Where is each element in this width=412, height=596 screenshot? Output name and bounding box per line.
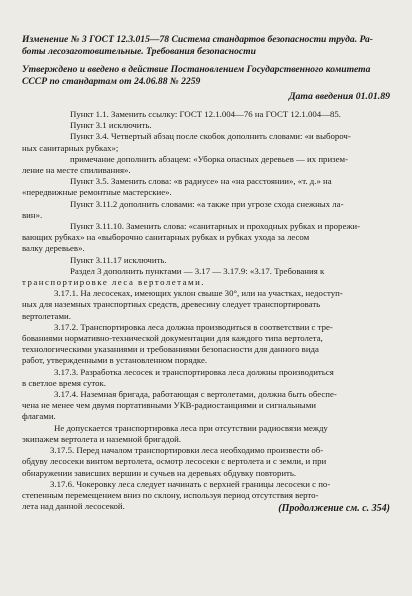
title-line: боты лесозаготовительные. Требования безопасности: [22, 46, 256, 57]
approval-line: Утверждено и введено в действие Постановлением Государственного комитета: [22, 64, 371, 75]
body-line: ных санитарных рубках»;: [22, 142, 119, 153]
body-line: бованиями нормативно-технической документации для каждого типа вертолета,: [22, 333, 323, 344]
body-line: лета над данной лесосекой.: [22, 501, 125, 512]
body-line: в светлое время суток.: [22, 377, 106, 388]
approval-statement: [22, 64, 390, 88]
body-line: 3.17.4. Наземная бригада, работающая с вертолетами, должна быть обеспе-: [54, 389, 337, 400]
body-line: Пункт 1.1. Заменить ссылку: ГОСТ 12.1.004—76 на ГОСТ 12.1.004—85.: [70, 109, 342, 119]
body-line: Пункт 3.1 исключить.: [70, 120, 152, 131]
document-title: [22, 34, 390, 58]
body-line: 3.17.1. На лесосеках, имеющих уклон свыше 30°, или на участках, недоступ-: [54, 288, 343, 299]
body-line: «передвижные ремонтные мастерские».: [22, 187, 172, 198]
body-line: степенным перемещением вниз по склону, используя период отсутствия верто-: [22, 489, 319, 500]
body-line: Пункт 3.11.2 дополнить словами: «а также при угрозе схода снежных ла-: [70, 198, 344, 209]
body-line: Пункт 3.5. Заменить слова: «в радиусе» на «на расстоянии», «т. д.» на: [70, 176, 332, 187]
document-body: [22, 109, 390, 512]
approval-line: СССР по стандартам от 24.06.88 № 2259: [22, 76, 201, 87]
body-line: чена не менее чем двумя портативными УКВ-радиостанциями и сигнальными: [22, 400, 316, 411]
body-line: Пункт 3.11.10. Заменить слова: «санитарных и проходных рубках и прорежи-: [70, 221, 361, 232]
body-line: Пункт 3.11.17 исключить.: [70, 254, 167, 265]
body-line: 3.17.2. Транспортировка леса должна производиться в соответствии с тре-: [54, 321, 333, 332]
body-line: 3.17.3. Разработка лесосек и транспортировка леса должны производиться: [54, 366, 334, 377]
body-line: вающих рубках» на «выборочно санитарных рубках и рубках ухода за лесом: [22, 232, 310, 243]
body-line: вертолетами.: [22, 310, 71, 321]
body-line: обдуву лесосеки винтом вертолета, осмотр лесосеки с вертолета и с земли, и при: [22, 456, 327, 467]
body-line: работ, утвержденными в установленном порядке.: [22, 355, 208, 366]
body-line: Раздел 3 дополнить пунктами — 3.17 — 3.17.9: «3.17. Требования к: [70, 265, 325, 276]
body-line: Пункт 3.4. Четвертый абзац после скобок дополнить словами: «и выбороч-: [70, 131, 351, 142]
body-line: ление на месте спиливания».: [22, 165, 131, 176]
body-line: экипажем вертолета и наземной бригадой.: [22, 433, 182, 444]
title-line: Изменение № 3 ГОСТ 12.3.015—78 Система стандартов безопасности труда. Ра-: [22, 34, 373, 45]
body-line: технологическими указаниями и требованиями безопасности для данного вида: [22, 344, 319, 355]
body-line: вин».: [22, 209, 43, 220]
body-line: ных для наземных транспортных средств, древесину следует транспортировать: [22, 299, 321, 310]
introduction-date: Дата введения 01.01.89: [288, 91, 390, 102]
continuation-note: (Продолжение см. с. 354): [278, 503, 390, 514]
body-line: Не допускается транспортировка леса при отсутствии радиосвязи между: [54, 422, 328, 433]
body-line: флагами.: [22, 411, 56, 422]
body-line: транспортировке леса вертолетами.: [22, 277, 205, 288]
body-line: примечание дополнить абзацем: «Уборка опасных деревьев — их призем-: [70, 153, 349, 164]
body-line: 3.17.5. Перед началом транспортировки леса необходимо произвести об-: [50, 445, 324, 456]
body-line: валку деревьев».: [22, 243, 85, 254]
body-line: 3.17.6. Чокеровку леса следует начинать с верхней границы лесосеки с по-: [50, 478, 331, 489]
body-line: обнаружении зависших вершин и сучьев на деревьях обдувку повторить.: [22, 467, 297, 478]
